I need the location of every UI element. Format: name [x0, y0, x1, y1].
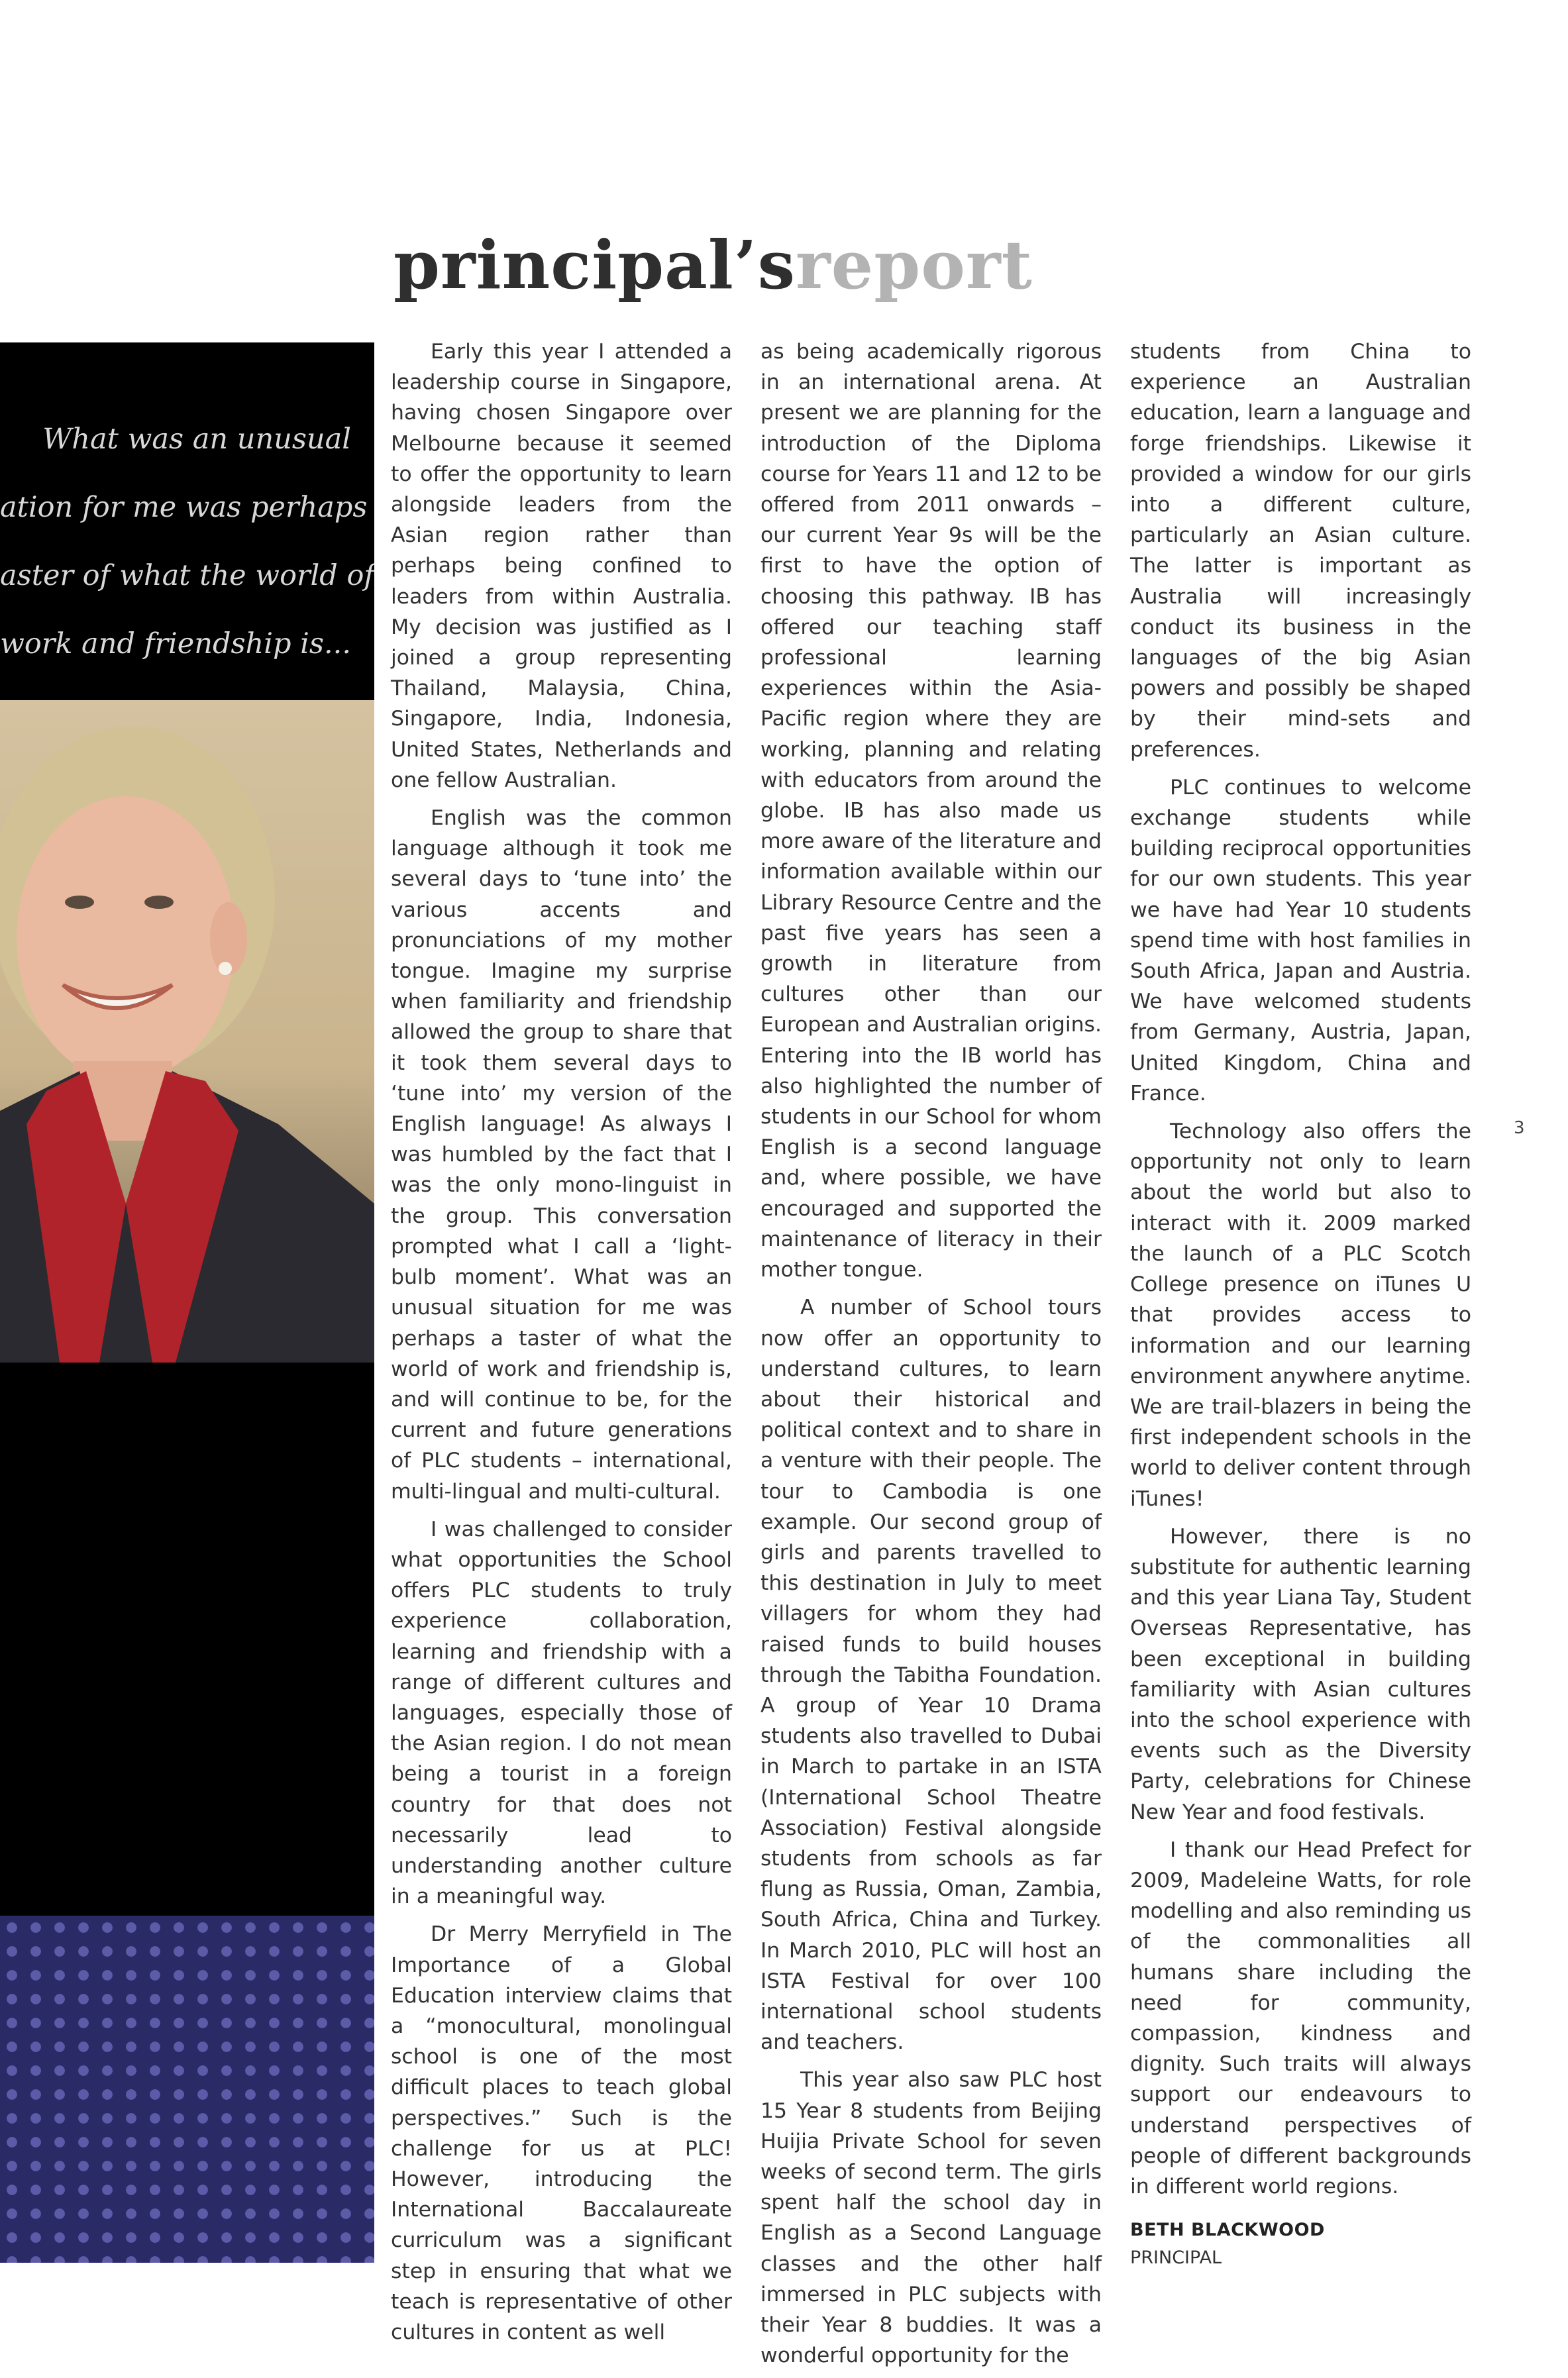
pull-quote-line: What was an unusual [42, 423, 351, 456]
sidebar-panel [0, 342, 374, 2263]
paragraph: students from China to experience an Australian education, learn a language and forge friendships. Likewise it provided a window for our girls into a different culture, particularly an Asian culture. The latter is important as Australia will increasingly conduct its business in the languages of the big Asian powers and possibly be shaped by their mind-sets and preferences. [1130, 340, 1471, 762]
article-column-1 [391, 336, 732, 2355]
pull-quote-line: ation for me was perhaps [0, 491, 368, 524]
paragraph: English was the common language although it took me several days to ‘tune into’ the various accents and pronunciations of my mother tongue. Imagine my surprise when familiarity and friendship allowed the group to share that it took them several days to ‘tune into’ my version of the English language! As always I was humbled by the fact that I was the only mono-linguist in the group. This conversation prompted what I call a ‘light-bulb moment’. What was an unusual situation for me was perhaps a taster of what the world of work and friendship is, and will continue to be, for the current and future generations of PLC students – international, multi-lingual and multi-cultural. [391, 806, 732, 1504]
principal-portrait [0, 700, 374, 1363]
signature-block [1130, 2216, 1471, 2272]
paragraph: However, there is no substitute for authentic learning and this year Liana Tay, Student Overseas Representative, has been exceptional in building familiarity with Asian cultures into the school experience with events such as the Diversity Party, celebrations for Chinese New Year and food festivals. [1130, 1524, 1471, 1824]
page-number: 3 [1514, 1118, 1525, 1138]
paragraph: PLC continues to welcome exchange students while building reciprocal opportunities for our own students. This year we have had Year 10 students spend time with host families in South Africa, Japan and Austria. We have welcomed students from Germany, Austria, Japan, United Kingdom, China and France. [1130, 775, 1471, 1106]
decorative-dot-pattern [0, 1916, 374, 2263]
pull-quote [0, 405, 374, 678]
portrait-illustration [0, 700, 374, 1363]
title-principals: principal’s [393, 226, 796, 304]
title-report: report [796, 226, 1033, 304]
paragraph: I was challenged to consider what opportunities the School offers PLC students to truly experience collaboration, learning and friendship with a range of different cultures and languages, especially those of the Asian region. I do not mean being a tourist in a foreign country for that does not necessarily lead to understanding another culture in a meaningful way. [391, 1517, 732, 1909]
paragraph: Dr Merry Merryfield in The Importance of a Global Education interview claims that a “monocultural, monolingual school is one of the most difficult places to teach global perspectives.” Such is the challenge for us at PLC! However, introducing the International Baccalaureate curriculum was a significant step in ensuring that what we teach is representative of other cultures in content as well [391, 1922, 732, 2344]
article-column-3 [1130, 336, 1471, 2272]
signature-name: BETH BLACKWOOD [1130, 2220, 1325, 2241]
page-title [393, 226, 1033, 304]
paragraph: as being academically rigorous in an international arena. At present we are planning for the introduction of the Diploma course for Years 11 and 12 to be offered from 2011 onwards – our current Year 9s will be the first to have the option of choosing this pathway. IB has offered our teaching staff professional learning experiences within the Asia-Pacific region where they are working, planning and relating with educators from around the globe. IB has also made us more aware of the literature and information available within our Library Resource Centre and the past five years has seen a growth in literature from cultures other than our European and Australian origins. Entering into the IB world has also highlighted the number of students in our School for whom English is a second language and, where possible, we have encouraged and supported the maintenance of literacy in their mother tongue. [760, 340, 1102, 1282]
signature-role: PRINCIPAL [1130, 2248, 1222, 2269]
article-column-2 [760, 336, 1102, 2378]
paragraph: A number of School tours now offer an opportunity to understand cultures, to learn about their historical and political context and to share in a venture with their people. The tour to Cambodia is one example. Our second group of girls and parents travelled to this destination in July to meet villagers for whom they had raised funds to build houses through the Tabitha Foundation. A group of Year 10 Drama students also travelled to Dubai in March to partake in an ISTA (International School Theatre Association) Festival alongside students from schools as far flung as Russia, Oman, Zambia, South Africa, China and Turkey. In March 2010, PLC will host an ISTA Festival for over 100 international school students and teachers. [760, 1296, 1102, 2055]
paragraph: This year also saw PLC host 15 Year 8 students from Beijing Huijia Private School for seven weeks of second term. The girls spent half the school day in English as a Second Language classes and the other half immersed in PLC subjects with their Year 8 buddies. It was a wonderful opportunity for the [760, 2068, 1102, 2368]
pull-quote-line: work and friendship is... [0, 627, 351, 660]
paragraph: I thank our Head Prefect for 2009, Madeleine Watts, for role modelling and also reminding us of the commonalities all humans share including the need for community, compassion, kindness and dignity. Such traits will always support our endeavours to understand perspectives of people of different backgrounds in different world regions. [1130, 1837, 1471, 2198]
pull-quote-line: aster of what the world of [0, 559, 374, 592]
paragraph: Early this year I attended a leadership course in Singapore, having chosen Singapore over Melbourne because it seemed to offer the opportunity to learn alongside leaders from the Asian region rather than perhaps being confined to leaders from within Australia. My decision was justified as I joined a group representing Thailand, Malaysia, China, Singapore, India, Indonesia, United States, Netherlands and one fellow Australian. [391, 340, 732, 792]
paragraph: Technology also offers the opportunity not only to learn about the world but also to interact with it. 2009 marked the launch of a PLC Scotch College presence on iTunes U that provides access to information and our learning environment anywhere anytime. We are trail-blazers in being the first independent schools in the world to deliver content through iTunes! [1130, 1119, 1471, 1511]
